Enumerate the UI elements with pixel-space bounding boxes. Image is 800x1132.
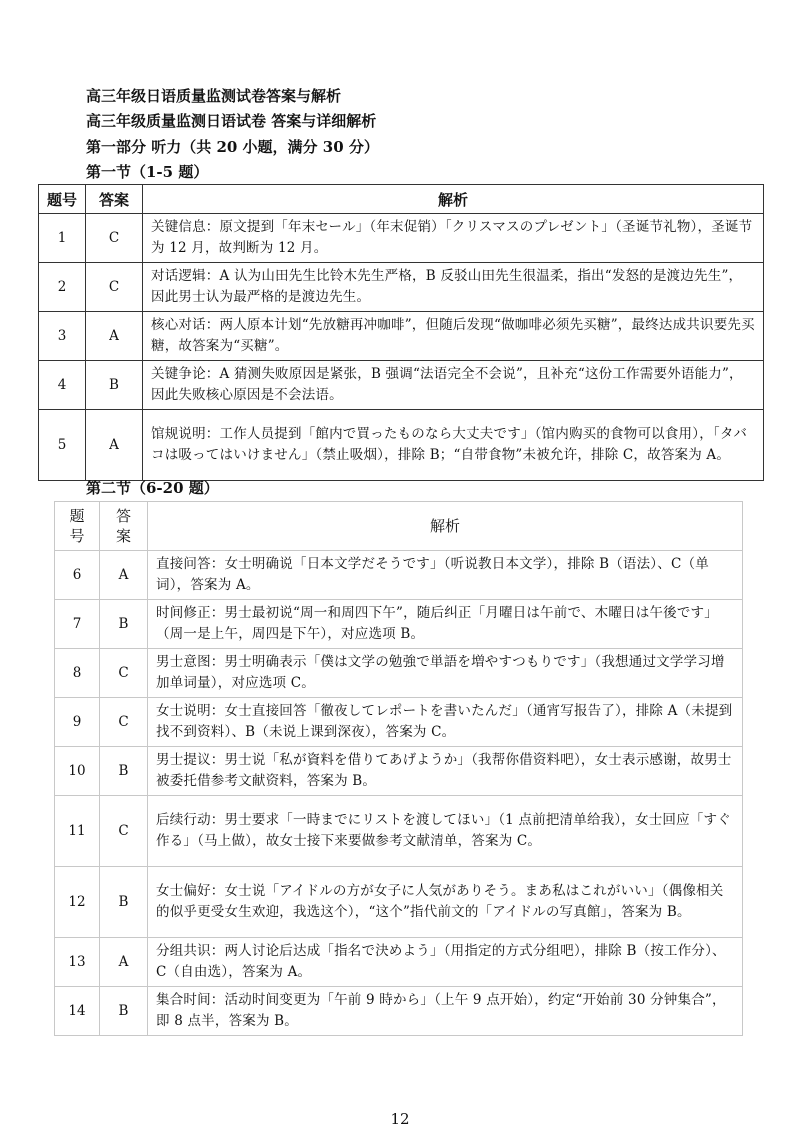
question-number: 1 (39, 214, 86, 263)
question-number: 11 (55, 796, 100, 867)
part-heading: 第一部分 听力（共 20 小题，满分 30 分） (86, 138, 379, 156)
question-number: 2 (39, 263, 86, 312)
table-row (39, 214, 764, 263)
header-answer-text: 答案 (115, 507, 131, 545)
header-answer: 答案 (86, 185, 143, 214)
answer: B (100, 600, 148, 649)
explanation: 女士偏好：女士说「アイドルの方が女子に人気がありそう。まあ私はこれがいい」（偶像相关的似乎更受女生欢迎，我选这个），“这个”指代前文的「アイドルの写真館」，答案为 B。 (148, 867, 743, 938)
question-number: 6 (55, 551, 100, 600)
answer: B (100, 867, 148, 938)
question-number: 9 (55, 698, 100, 747)
answer-table-section-1 (38, 184, 764, 481)
explanation: 女士说明：女士直接回答「徹夜してレポートを書いたんだ」（通宵写报告了），排除 A（未提到找不到资料）、B（未说上课到深夜），答案为 C。 (148, 698, 743, 747)
answer: C (86, 214, 143, 263)
answer: A (86, 410, 143, 481)
answer: A (100, 938, 148, 987)
answer: C (100, 796, 148, 867)
table-row (39, 312, 764, 361)
explanation: 关键信息：原文提到「年末セール」（年末促销）「クリスマスのプレゼント」（圣诞节礼物），圣诞节为 12 月，故判断为 12 月。 (143, 214, 764, 263)
title-line-1: 高三年级日语质量监测试卷答案与解析 (86, 87, 342, 105)
explanation: 核心对话：两人原本计划“先放糖再冲咖啡”，但随后发现“做咖啡必须先买糖”，最终达成共识要先买糖，故答案为“买糖”。 (143, 312, 764, 361)
answer: B (86, 361, 143, 410)
question-number: 5 (39, 410, 86, 481)
question-number: 8 (55, 649, 100, 698)
explanation: 馆规说明：工作人员提到「館内で買ったものなら大丈夫です」（馆内购买的食物可以食用），「タバコは吸ってはいけません」（禁止吸烟），排除 B；“自带食物”未被允许，排除 C，故答案为 A。 (143, 410, 764, 481)
answer: C (100, 649, 148, 698)
explanation: 后续行动：男士要求「一時までにリストを渡してほい」（1 点前把清单给我），女士回应「すぐ作る」（马上做），故女士接下来要做参考文献清单，答案为 C。 (148, 796, 743, 867)
header-number (55, 502, 100, 551)
answer-table-section-2 (54, 501, 743, 1036)
table-row (55, 551, 743, 600)
header-answer (100, 502, 148, 551)
table-row (55, 987, 743, 1036)
table-row (55, 938, 743, 987)
answer: B (100, 747, 148, 796)
question-number: 12 (55, 867, 100, 938)
table-row (55, 698, 743, 747)
explanation: 对话逻辑：A 认为山田先生比铃木先生严格，B 反驳山田先生很温柔，指出“发怒的是渡边先生”，因此男士认为最严格的是渡边先生。 (143, 263, 764, 312)
question-number: 13 (55, 938, 100, 987)
table-row (55, 747, 743, 796)
explanation: 集合时间：活动时间变更为「午前 9 時から」（上午 9 点开始），约定“开始前 30 分钟集合”，即 8 点半，答案为 B。 (148, 987, 743, 1036)
question-number: 10 (55, 747, 100, 796)
question-number: 4 (39, 361, 86, 410)
question-number: 14 (55, 987, 100, 1036)
section-2-heading: 第二节（6-20 题） (86, 479, 219, 497)
explanation: 直接问答：女士明确说「日本文学だそうです」（听说教日本文学），排除 B（语法）、C（单词），答案为 A。 (148, 551, 743, 600)
table-header-row (39, 185, 764, 214)
table-row (55, 600, 743, 649)
explanation: 男士意图：男士明确表示「僕は文学の勉強で単語を増やすつもりです」（我想通过文学学习增加单词量），对应选项 C。 (148, 649, 743, 698)
table-row (55, 796, 743, 867)
table-row (39, 361, 764, 410)
answer: A (100, 551, 148, 600)
table-row (39, 410, 764, 481)
header-number: 题号 (39, 185, 86, 214)
explanation: 关键争论：A 猜测失败原因是紧张，B 强调“法语完全不会说”，且补充“这份工作需要外语能力”，因此失败核心原因是不会法语。 (143, 361, 764, 410)
title-line-2: 高三年级质量监测日语试卷 答案与详细解析 (86, 112, 377, 130)
answer: C (100, 698, 148, 747)
explanation: 男士提议：男士说「私が資料を借りてあげようか」（我帮你借资料吧），女士表示感谢，故男士被委托借参考文献资料，答案为 B。 (148, 747, 743, 796)
header-explanation: 解析 (143, 185, 764, 214)
section-1-heading: 第一节（1-5 题） (86, 163, 209, 181)
table-row (55, 867, 743, 938)
question-number: 7 (55, 600, 100, 649)
explanation: 时间修正：男士最初说“周一和周四下午”，随后纠正「月曜日は午前で、木曜日は午後です」（周一是上午，周四是下午），对应选项 B。 (148, 600, 743, 649)
table-row (39, 263, 764, 312)
header-explanation: 解析 (148, 502, 743, 551)
table-header-row (55, 502, 743, 551)
answer: A (86, 312, 143, 361)
header-number-text: 题号 (69, 507, 85, 545)
question-number: 3 (39, 312, 86, 361)
explanation: 分组共识：两人讨论后达成「指名で決めよう」（用指定的方式分组吧），排除 B（按工作分）、C（自由选），答案为 A。 (148, 938, 743, 987)
answer: C (86, 263, 143, 312)
page-number: 12 (390, 1110, 410, 1128)
table-row (55, 649, 743, 698)
answer: B (100, 987, 148, 1036)
